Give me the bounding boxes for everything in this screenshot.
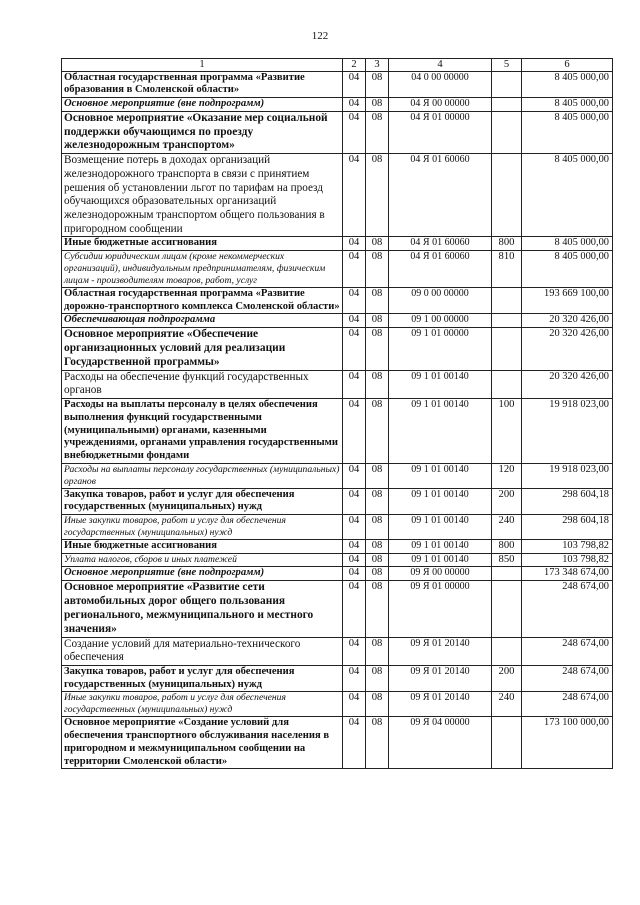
expense-type-code: 850 <box>492 553 522 567</box>
target-article-code: 09 1 01 00140 <box>389 370 492 398</box>
table-row <box>62 370 613 398</box>
amount: 8 405 000,00 <box>522 251 613 288</box>
subsection-code: 08 <box>366 666 389 692</box>
target-article-code: 09 Я 01 00000 <box>389 581 492 638</box>
subsection-code: 08 <box>366 581 389 638</box>
subsection-code: 08 <box>366 111 389 154</box>
table-row <box>62 463 613 488</box>
section-code: 04 <box>343 287 366 313</box>
table-row <box>62 111 613 154</box>
section-code: 04 <box>343 370 366 398</box>
amount: 248 674,00 <box>522 692 613 717</box>
section-code: 04 <box>343 553 366 567</box>
expense-type-code: 100 <box>492 399 522 464</box>
row-name: Основное мероприятие «Оказание мер социальной поддержки обучающимся по проезду железнодорожным транспортом» <box>62 111 343 154</box>
subsection-code: 08 <box>366 71 389 97</box>
target-article-code: 09 Я 01 20140 <box>389 637 492 665</box>
subsection-code: 08 <box>366 553 389 567</box>
expense-type-code <box>492 567 522 581</box>
section-code: 04 <box>343 154 366 237</box>
section-code: 04 <box>343 314 366 328</box>
expense-type-code: 240 <box>492 515 522 540</box>
subsection-code: 08 <box>366 237 389 251</box>
expense-type-code: 200 <box>492 666 522 692</box>
target-article-code: 04 0 00 00000 <box>389 71 492 97</box>
expense-type-code: 810 <box>492 251 522 288</box>
subsection-code: 08 <box>366 488 389 514</box>
column-header: 2 <box>343 59 366 72</box>
subsection-code: 08 <box>366 154 389 237</box>
expense-type-code <box>492 314 522 328</box>
column-header: 1 <box>62 59 343 72</box>
table-row <box>62 97 613 111</box>
subsection-code: 08 <box>366 328 389 371</box>
subsection-code: 08 <box>366 287 389 313</box>
table-row <box>62 692 613 717</box>
row-name: Иные бюджетные ассигнования <box>62 539 343 553</box>
budget-table <box>61 58 613 769</box>
table-row <box>62 314 613 328</box>
subsection-code: 08 <box>366 567 389 581</box>
expense-type-code: 200 <box>492 488 522 514</box>
amount: 19 918 023,00 <box>522 399 613 464</box>
target-article-code: 04 Я 01 60060 <box>389 237 492 251</box>
table-row <box>62 567 613 581</box>
amount: 20 320 426,00 <box>522 370 613 398</box>
subsection-code: 08 <box>366 515 389 540</box>
section-code: 04 <box>343 666 366 692</box>
row-name: Обеспечивающая подпрограмма <box>62 314 343 328</box>
expense-type-code <box>492 111 522 154</box>
section-code: 04 <box>343 692 366 717</box>
target-article-code: 09 1 01 00140 <box>389 553 492 567</box>
section-code: 04 <box>343 539 366 553</box>
row-name: Возмещение потерь в доходах организаций железнодорожного транспорта в связи с принятием решения об установлении льгот по тарифам на проезд обучающихся образовательных организаций железнодорожным транспортом общего пользования в пригородном сообщении <box>62 154 343 237</box>
row-name: Основное мероприятие (вне подпрограмм) <box>62 567 343 581</box>
target-article-code: 09 1 01 00140 <box>389 463 492 488</box>
row-name: Иные закупки товаров, работ и услуг для обеспечения государственных (муниципальных) нужд <box>62 515 343 540</box>
row-name: Основное мероприятие «Обеспечение организационных условий для реализации Государственной программы» <box>62 328 343 371</box>
table-row <box>62 539 613 553</box>
table-row <box>62 328 613 371</box>
section-code: 04 <box>343 515 366 540</box>
column-header: 3 <box>366 59 389 72</box>
amount: 8 405 000,00 <box>522 237 613 251</box>
subsection-code: 08 <box>366 97 389 111</box>
table-row <box>62 251 613 288</box>
target-article-code: 09 1 01 00140 <box>389 488 492 514</box>
table-row <box>62 154 613 237</box>
amount: 173 348 674,00 <box>522 567 613 581</box>
target-article-code: 09 0 00 00000 <box>389 287 492 313</box>
section-code: 04 <box>343 567 366 581</box>
row-name: Создание условий для материально-технического обеспечения <box>62 637 343 665</box>
expense-type-code <box>492 154 522 237</box>
row-name: Расходы на выплаты персоналу государственных (муниципальных) органов <box>62 463 343 488</box>
section-code: 04 <box>343 251 366 288</box>
target-article-code: 04 Я 01 00000 <box>389 111 492 154</box>
amount: 8 405 000,00 <box>522 111 613 154</box>
section-code: 04 <box>343 581 366 638</box>
amount: 8 405 000,00 <box>522 71 613 97</box>
row-name: Закупка товаров, работ и услуг для обеспечения государственных (муниципальных) нужд <box>62 666 343 692</box>
table-row <box>62 553 613 567</box>
amount: 103 798,82 <box>522 553 613 567</box>
target-article-code: 09 Я 01 20140 <box>389 666 492 692</box>
expense-type-code <box>492 97 522 111</box>
section-code: 04 <box>343 717 366 769</box>
expense-type-code: 800 <box>492 539 522 553</box>
amount: 8 405 000,00 <box>522 97 613 111</box>
subsection-code: 08 <box>366 463 389 488</box>
expense-type-code: 800 <box>492 237 522 251</box>
expense-type-code <box>492 581 522 638</box>
section-code: 04 <box>343 488 366 514</box>
row-name: Областная государственная программа «Развитие образования в Смоленской области» <box>62 71 343 97</box>
section-code: 04 <box>343 97 366 111</box>
expense-type-code: 240 <box>492 692 522 717</box>
row-name: Субсидии юридическим лицам (кроме некоммерческих организаций), индивидуальным предпринимателям, физическим лицам - производителям товаров, работ, услуг <box>62 251 343 288</box>
amount: 193 669 100,00 <box>522 287 613 313</box>
section-code: 04 <box>343 328 366 371</box>
table-row <box>62 666 613 692</box>
amount: 248 674,00 <box>522 581 613 638</box>
amount: 20 320 426,00 <box>522 314 613 328</box>
subsection-code: 08 <box>366 314 389 328</box>
row-name: Закупка товаров, работ и услуг для обеспечения государственных (муниципальных) нужд <box>62 488 343 514</box>
section-code: 04 <box>343 71 366 97</box>
section-code: 04 <box>343 111 366 154</box>
expense-type-code <box>492 328 522 371</box>
page-number: 122 <box>311 30 329 42</box>
amount: 8 405 000,00 <box>522 154 613 237</box>
target-article-code: 09 Я 01 20140 <box>389 692 492 717</box>
amount: 173 100 000,00 <box>522 717 613 769</box>
row-name: Расходы на обеспечение функций государственных органов <box>62 370 343 398</box>
table-row <box>62 399 613 464</box>
subsection-code: 08 <box>366 399 389 464</box>
subsection-code: 08 <box>366 637 389 665</box>
table-row <box>62 581 613 638</box>
table-row <box>62 237 613 251</box>
table-row <box>62 515 613 540</box>
expense-type-code: 120 <box>492 463 522 488</box>
row-name: Основное мероприятие «Создание условий для обеспечения транспортного обслуживания населения в пригородном и межмуниципальном сообщении на территории Смоленской области» <box>62 717 343 769</box>
section-code: 04 <box>343 237 366 251</box>
expense-type-code <box>492 71 522 97</box>
subsection-code: 08 <box>366 251 389 288</box>
target-article-code: 09 1 01 00000 <box>389 328 492 371</box>
target-article-code: 04 Я 01 60060 <box>389 154 492 237</box>
table-row <box>62 287 613 313</box>
table-row <box>62 637 613 665</box>
row-name: Иные закупки товаров, работ и услуг для обеспечения государственных (муниципальных) нужд <box>62 692 343 717</box>
target-article-code: 09 1 00 00000 <box>389 314 492 328</box>
target-article-code: 09 Я 00 00000 <box>389 567 492 581</box>
expense-type-code <box>492 637 522 665</box>
section-code: 04 <box>343 463 366 488</box>
subsection-code: 08 <box>366 539 389 553</box>
expense-type-code <box>492 287 522 313</box>
amount: 103 798,82 <box>522 539 613 553</box>
expense-type-code <box>492 717 522 769</box>
row-name: Иные бюджетные ассигнования <box>62 237 343 251</box>
amount: 298 604,18 <box>522 515 613 540</box>
column-header: 5 <box>492 59 522 72</box>
table-row <box>62 71 613 97</box>
amount: 19 918 023,00 <box>522 463 613 488</box>
subsection-code: 08 <box>366 370 389 398</box>
amount: 298 604,18 <box>522 488 613 514</box>
target-article-code: 09 Я 04 00000 <box>389 717 492 769</box>
row-name: Основное мероприятие (вне подпрограмм) <box>62 97 343 111</box>
row-name: Основное мероприятие «Развитие сети автомобильных дорог общего пользования регионального, межмуниципального и местного значения» <box>62 581 343 638</box>
row-name: Уплата налогов, сборов и иных платежей <box>62 553 343 567</box>
target-article-code: 09 1 01 00140 <box>389 515 492 540</box>
section-code: 04 <box>343 637 366 665</box>
target-article-code: 09 1 01 00140 <box>389 399 492 464</box>
table-row <box>62 717 613 769</box>
row-name: Областная государственная программа «Развитие дорожно-транспортного комплекса Смоленской области» <box>62 287 343 313</box>
target-article-code: 09 1 01 00140 <box>389 539 492 553</box>
amount: 248 674,00 <box>522 666 613 692</box>
expense-type-code <box>492 370 522 398</box>
table-header-row <box>62 59 613 72</box>
table-row <box>62 488 613 514</box>
row-name: Расходы на выплаты персоналу в целях обеспечения выполнения функций государственными (муниципальными) органами, казенными учреждениями, органами управления государственными внебюджетными фондами <box>62 399 343 464</box>
subsection-code: 08 <box>366 692 389 717</box>
target-article-code: 04 Я 01 60060 <box>389 251 492 288</box>
section-code: 04 <box>343 399 366 464</box>
target-article-code: 04 Я 00 00000 <box>389 97 492 111</box>
column-header: 6 <box>522 59 613 72</box>
amount: 248 674,00 <box>522 637 613 665</box>
column-header: 4 <box>389 59 492 72</box>
amount: 20 320 426,00 <box>522 328 613 371</box>
subsection-code: 08 <box>366 717 389 769</box>
